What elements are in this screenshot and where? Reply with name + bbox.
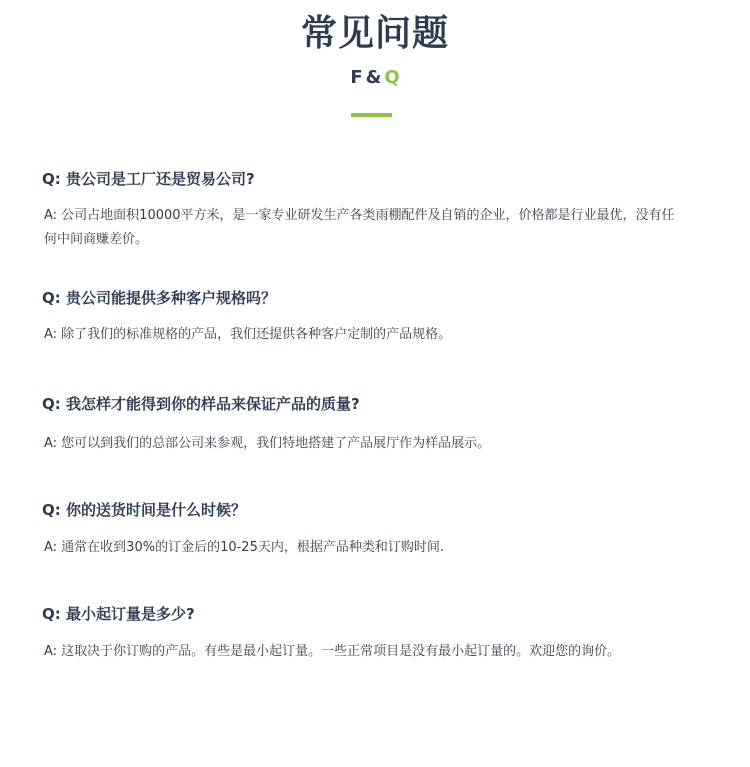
page-subtitle: [0, 66, 750, 90]
faq-question: Q: 贵公司是工厂还是贸易公司?: [42, 170, 255, 188]
faq-question: Q: 最小起订量是多少?: [42, 605, 195, 623]
subtitle-q: Q: [384, 67, 400, 88]
faq-answer: A: 这取决于你订购的产品。有些是最小起订量。一些正常项目是没有最小起订量的。欢迎您的询价。: [44, 644, 621, 659]
subtitle-ampersand: &: [365, 67, 382, 88]
faq-question: Q: 你的送货时间是什么时候？: [42, 501, 246, 519]
faq-item-minimum-order: [42, 603, 682, 664]
faq-item-factory-or-trader: [42, 168, 682, 252]
faq-question: Q: 贵公司能提供多种客户规格吗？: [42, 289, 276, 307]
page-title: 常见问题: [300, 13, 449, 54]
faq-item-samples: [42, 393, 682, 456]
title-divider: [351, 113, 392, 117]
subtitle-f: F: [350, 67, 363, 88]
faq-item-custom-specs: [42, 287, 682, 347]
faq-answer: A: 通常在收到30%的订金后的10-25天内，根据产品种类和订购时间.: [44, 540, 444, 555]
faq-answer: A: 您可以到我们的总部公司来参观，我们特地搭建了产品展厅作为样品展示。: [44, 436, 491, 451]
faq-item-delivery-time: [42, 499, 682, 560]
faq-answer: A: 除了我们的标准规格的产品，我们还提供各种客户定制的产品规格。: [44, 327, 452, 342]
faq-question: Q: 我怎样才能得到你的样品来保证产品的质量?: [42, 395, 360, 413]
faq-answer: A: 公司占地面积10000平方米，是一家专业研发生产各类雨棚配件及自销的企业，价格都是行业最优，没有任何中间商赚差价。: [44, 208, 675, 247]
